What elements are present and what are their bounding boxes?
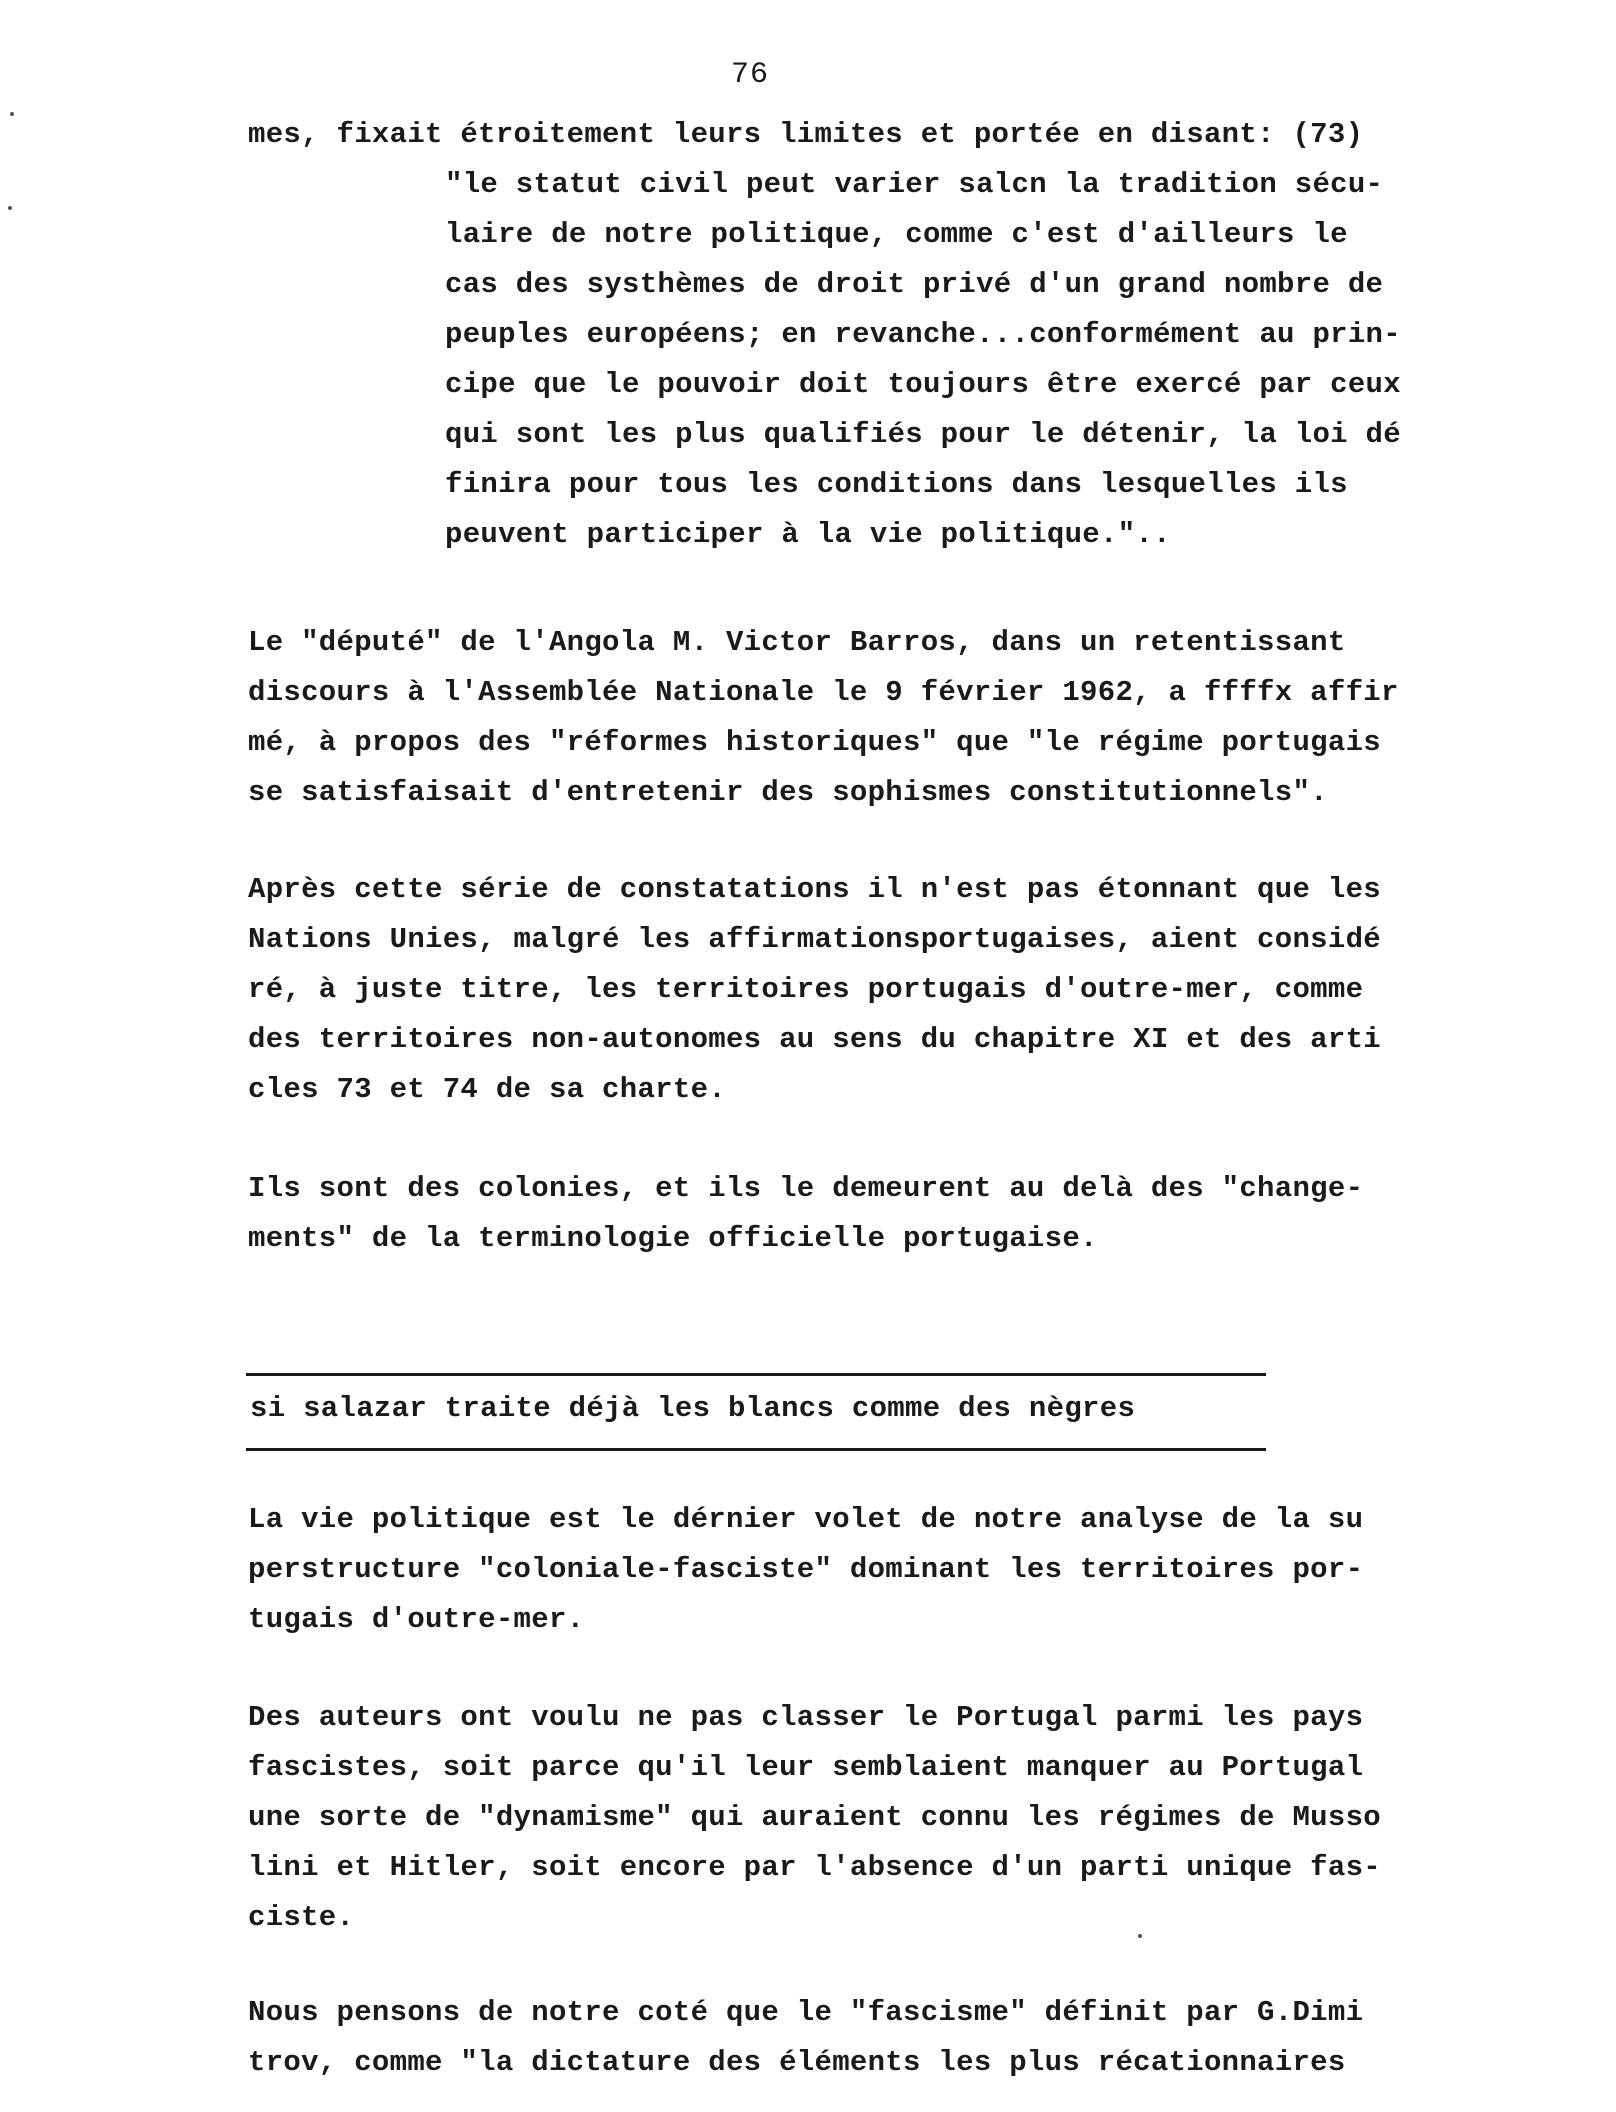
text-line: tugais d'outre-mer. <box>248 1603 585 1636</box>
quote-line: peuvent participer à la vie politique.".. <box>445 518 1171 551</box>
text-line: mé, à propos des "réformes historiques" que "le régime portugais <box>248 726 1381 759</box>
text-line: une sorte de "dynamisme" qui auraient connu les régimes de Musso <box>248 1801 1381 1834</box>
text-line: ments" de la terminologie officielle portugaise. <box>248 1222 1098 1255</box>
text-line: des territoires non-autonomes au sens du chapitre XI et des arti <box>248 1023 1381 1056</box>
text-line: Des auteurs ont voulu ne pas classer le Portugal parmi les pays <box>248 1701 1364 1734</box>
text-line: lini et Hitler, soit encore par l'absence d'un parti unique fas- <box>248 1851 1381 1884</box>
quote-line: finira pour tous les conditions dans lesquelles ils <box>445 468 1348 501</box>
text-line: Le "député" de l'Angola M. Victor Barros, dans un retentissant <box>248 626 1346 659</box>
scan-speck <box>8 206 12 210</box>
quote-line: laire de notre politique, comme c'est d'ailleurs le <box>445 218 1348 251</box>
text-line: Après cette série de constatations il n'est pas étonnant que les <box>248 873 1381 906</box>
text-line: fascistes, soit parce qu'il leur semblaient manquer au Portugal <box>248 1751 1364 1784</box>
quote-line: "le statut civil peut varier salcn la tradition sécu- <box>445 168 1384 201</box>
text-line: ré, à juste titre, les territoires portugais d'outre-mer, comme <box>248 973 1364 1006</box>
scan-speck <box>1138 1934 1142 1938</box>
quote-line: cipe que le pouvoir doit toujours être exercé par ceux <box>445 368 1401 401</box>
text-line: se satisfaisait d'entretenir des sophismes constitutionnels". <box>248 776 1328 809</box>
section-heading-box <box>246 1373 1266 1451</box>
text-line: perstructure "coloniale-fasciste" dominant les territoires por- <box>248 1553 1364 1586</box>
text-line: Nations Unies, malgré les affirmationsportugaises, aient considé <box>248 923 1381 956</box>
text-line: ciste. <box>248 1901 355 1934</box>
text-line: La vie politique est le dérnier volet de notre analyse de la su <box>248 1503 1364 1536</box>
page-number: 76 <box>731 58 770 92</box>
quote-line: qui sont les plus qualifiés pour le détenir, la loi dé <box>445 418 1401 451</box>
text-line: cles 73 et 74 de sa charte. <box>248 1073 726 1106</box>
text-line: discours à l'Assemblée Nationale le 9 février 1962, a ffffx affir <box>248 676 1399 709</box>
text-line: Ils sont des colonies, et ils le demeurent au delà des "change- <box>248 1172 1364 1205</box>
text-line: Nous pensons de notre coté que le "fascisme" définit par G.Dimi <box>248 1996 1364 2029</box>
scan-speck <box>10 112 14 116</box>
text-line: trov, comme "la dictature des éléments les plus récationnaires <box>248 2046 1346 2079</box>
text-line: mes, fixait étroitement leurs limites et portée en disant: (73) <box>248 118 1364 151</box>
quote-line: peuples européens; en revanche...conformément au prin- <box>445 318 1401 351</box>
section-heading: si salazar traite déjà les blancs comme des nègres <box>250 1392 1136 1425</box>
quote-line: cas des systhèmes de droit privé d'un grand nombre de <box>445 268 1384 301</box>
